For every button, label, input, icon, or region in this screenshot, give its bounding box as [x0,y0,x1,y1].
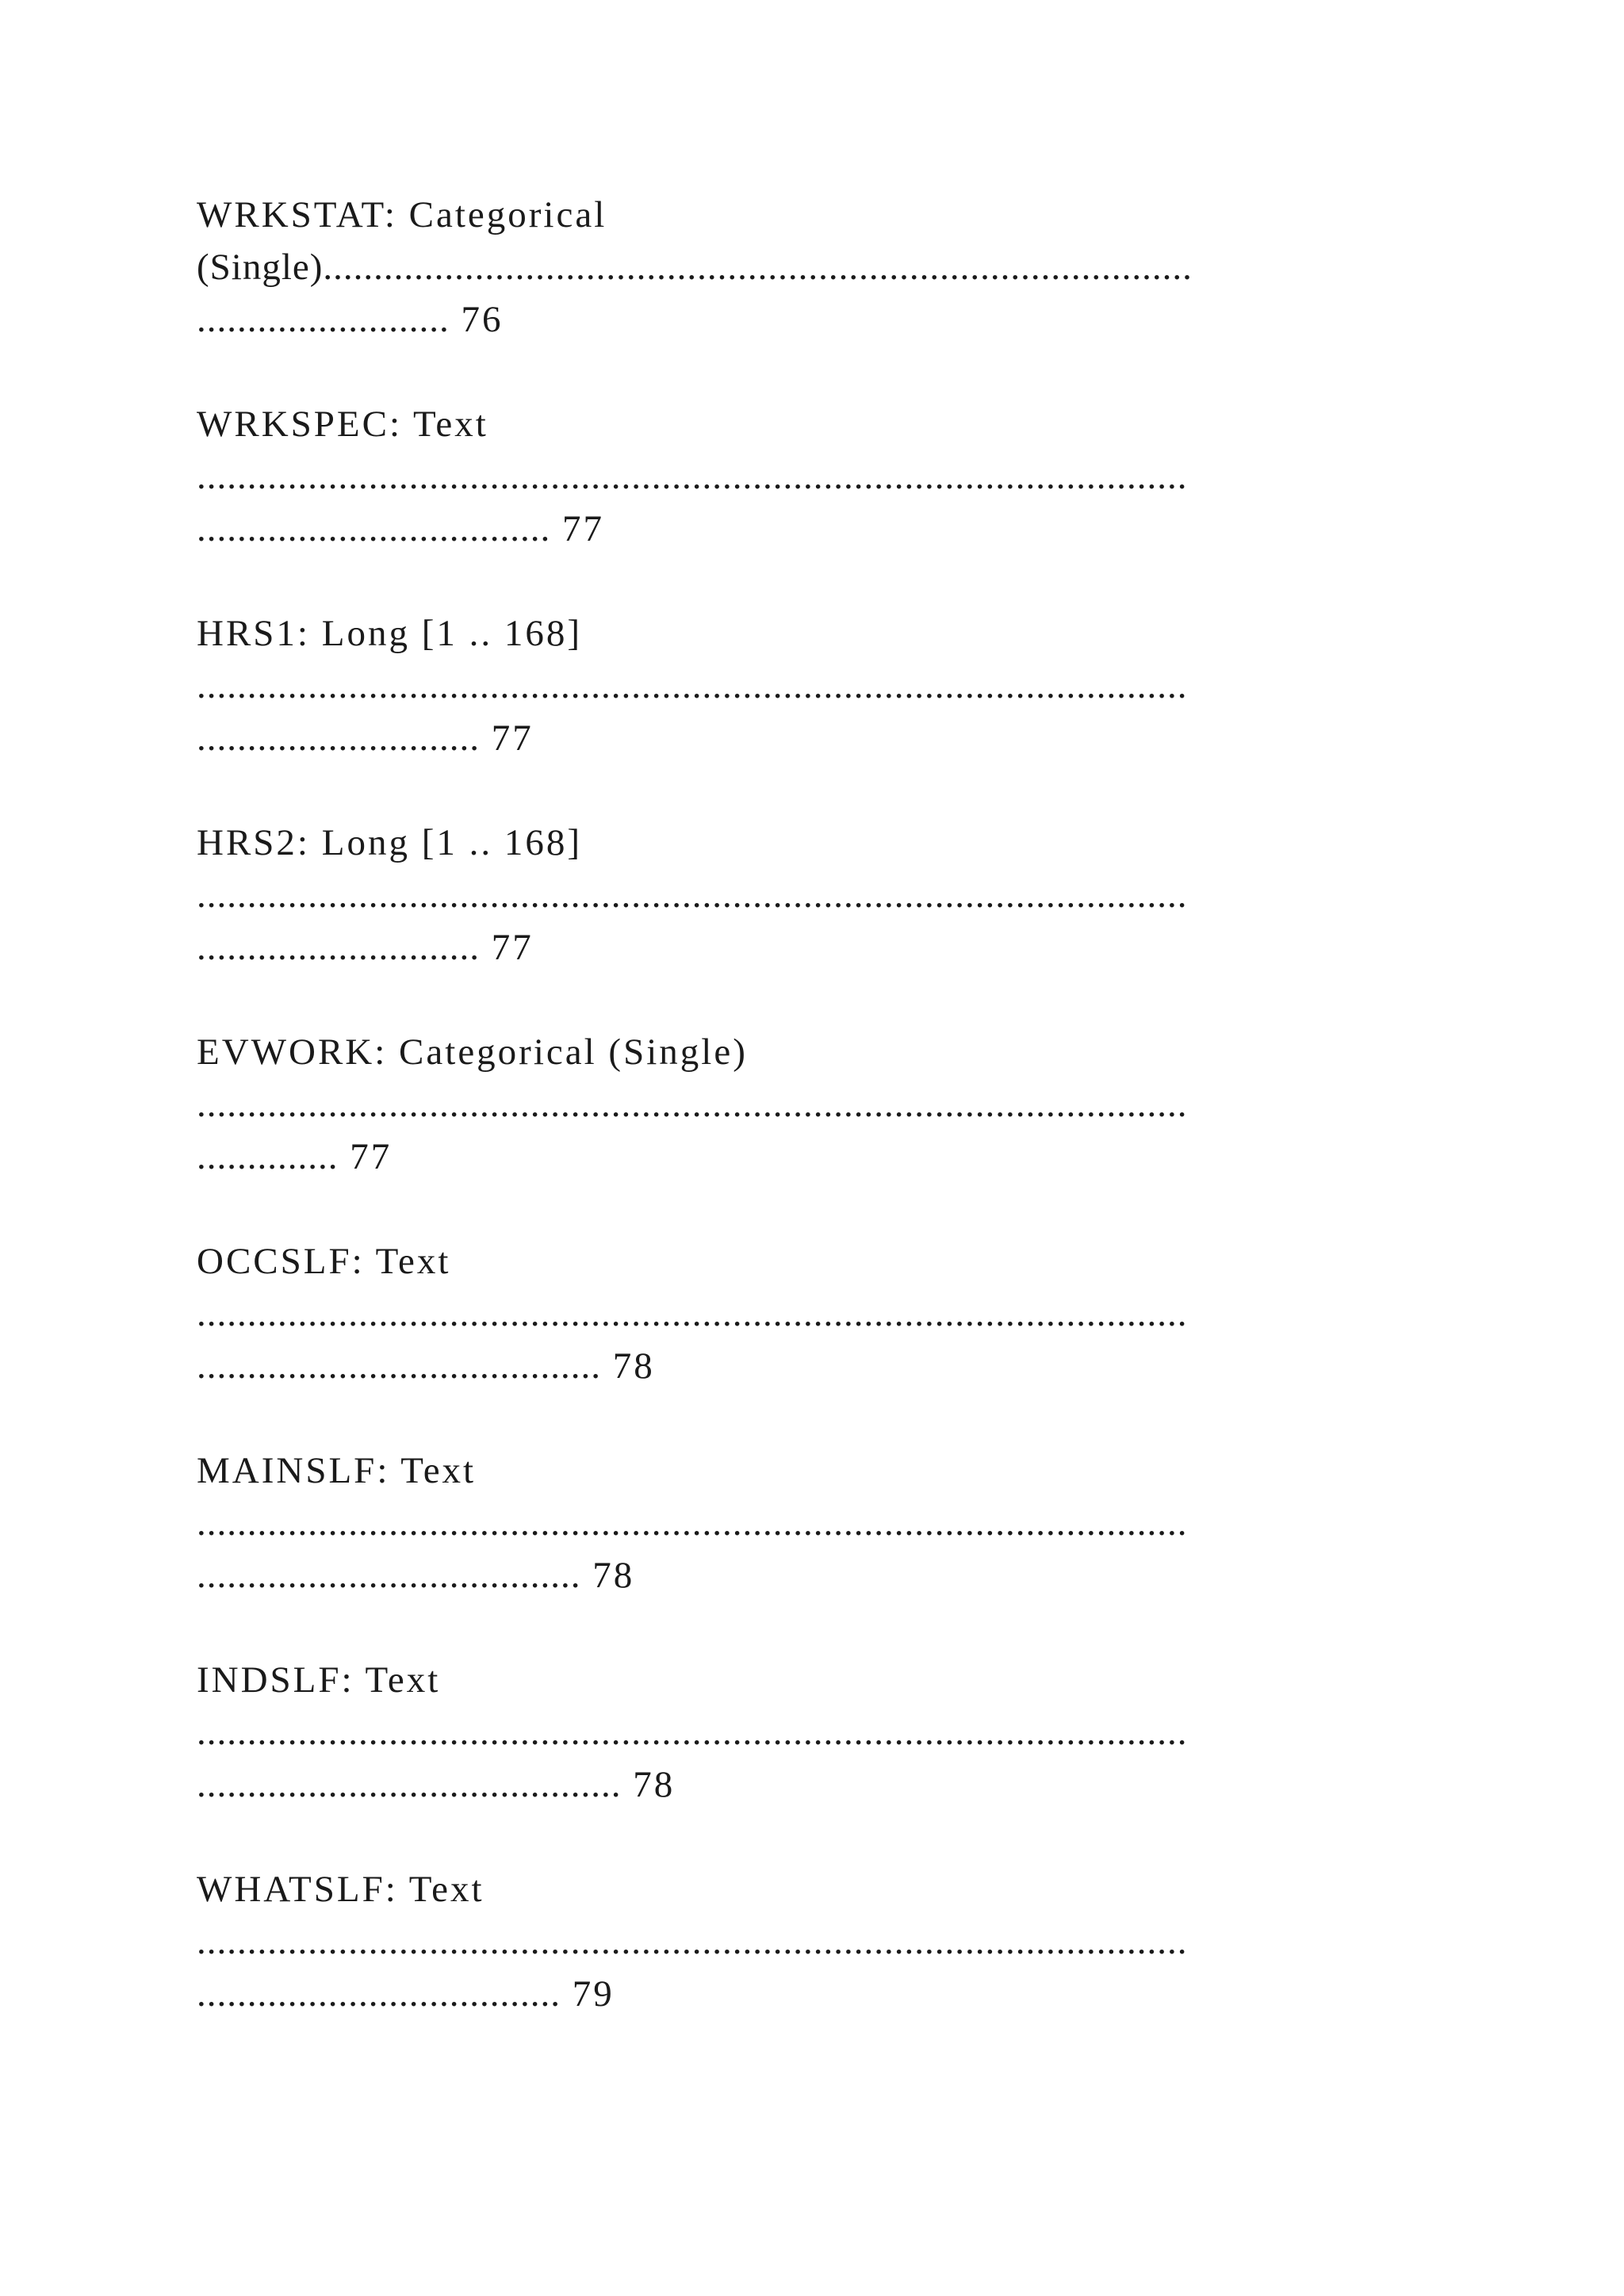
toc-entry-leader-end [197,712,1450,764]
toc-leader-dots: .............. [197,1136,339,1177]
toc-page-number: 78 [633,1764,676,1805]
toc-entry-title: INDSLF: Text [197,1659,441,1701]
toc-entry-leader: .................................................................................................. [197,665,1188,706]
toc-page-number: 78 [612,1345,655,1387]
toc-entry-leader: .................................................................................................. [197,1921,1188,1962]
toc-entry-leader-end [197,1758,1450,1811]
toc-entry-leader: .................................................................................................. [197,874,1188,916]
toc-leader-dots: ...................................... [197,1555,581,1596]
toc-leader-dots: ............................ [197,718,480,759]
toc-entry-title: WRKSPEC: Text [197,404,488,445]
toc-entry[interactable] [197,189,1450,346]
toc-entry[interactable] [197,1026,1450,1183]
toc-leader-dots: .................................... [197,1973,561,2015]
toc-entry[interactable] [197,1235,1450,1392]
toc-entry[interactable] [197,607,1450,764]
toc-entry-leader-end [197,503,1450,555]
toc-leader-dots: ............................ [197,927,480,968]
toc-entry-title: WHATSLF: Text [197,1869,485,1910]
toc-entry-leader: (Single)...................................................................................... [197,247,1193,288]
toc-entry-leader-end [197,1131,1450,1183]
toc-entry-title: HRS1: Long [1 .. 168] [197,613,582,654]
toc-entry-leader-end [197,293,1450,346]
toc-page-number: 77 [491,927,534,968]
toc-page-number: 78 [592,1555,635,1596]
toc-entry-leader-end [197,1549,1450,1601]
toc-entry-title: HRS2: Long [1 .. 168] [197,822,582,863]
toc-entry-leader-end [197,921,1450,974]
table-of-contents [197,189,1450,2072]
toc-page-number: 77 [350,1136,393,1177]
toc-page-number: 77 [491,718,534,759]
toc-entry-leader-end [197,1340,1450,1392]
toc-entry-leader-end [197,1968,1450,2020]
toc-entry[interactable] [197,1863,1450,2020]
toc-entry-title: EVWORK: Categorical (Single) [197,1031,748,1073]
toc-entry-leader: .................................................................................................. [197,1293,1188,1334]
toc-entry[interactable] [197,1445,1450,1601]
toc-leader-dots: ......................... [197,299,450,340]
toc-entry[interactable] [197,817,1450,974]
toc-entry-leader: .................................................................................................. [197,1502,1188,1544]
toc-entry[interactable] [197,398,1450,555]
toc-leader-dots: .......................................... [197,1764,622,1805]
toc-page-number: 76 [461,299,504,340]
toc-entry-title: WRKSTAT: Categorical [197,194,607,235]
toc-page-number: 79 [572,1973,615,2015]
toc-entry-leader: .................................................................................................. [197,456,1188,497]
toc-entry-leader: .................................................................................................. [197,1084,1188,1125]
toc-entry-title: MAINSLF: Text [197,1450,477,1491]
toc-leader-dots: ........................................ [197,1345,601,1387]
toc-leader-dots: ................................... [197,508,551,549]
toc-entry[interactable] [197,1654,1450,1811]
toc-entry-leader: .................................................................................................. [197,1712,1188,1753]
toc-entry-title: OCCSLF: Text [197,1241,451,1282]
toc-page-number: 77 [562,508,604,549]
